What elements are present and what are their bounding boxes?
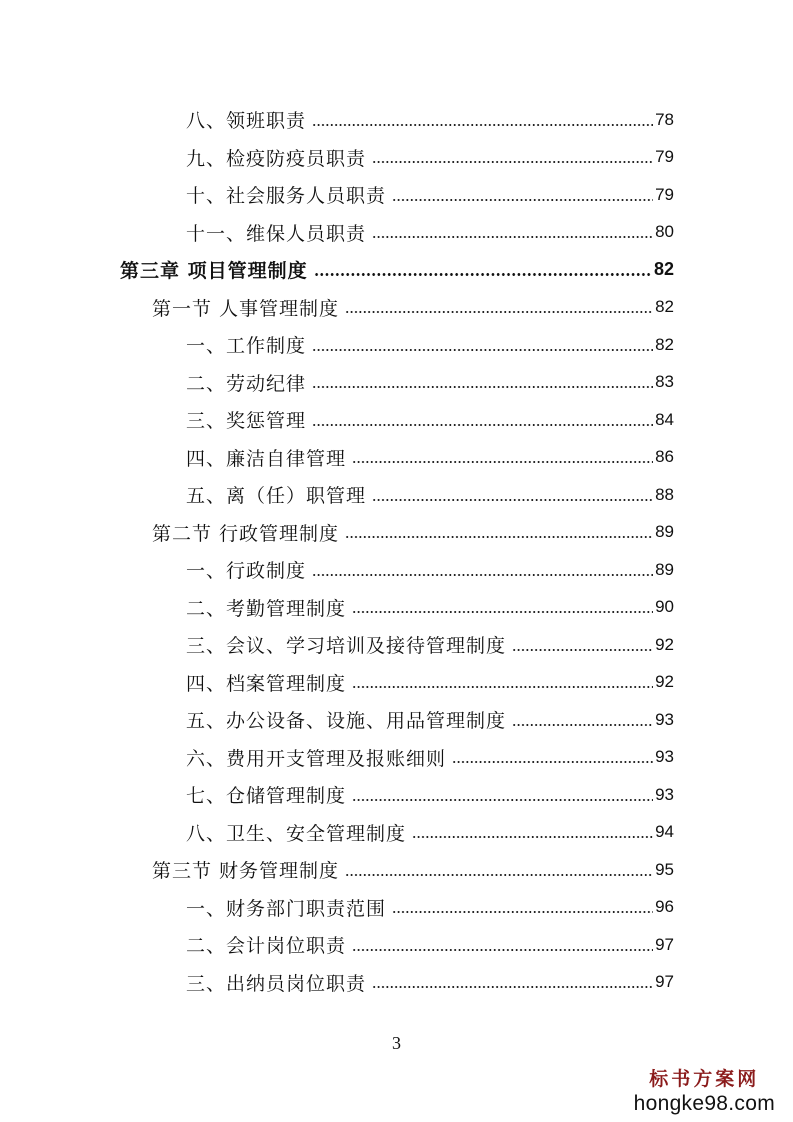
toc-entry-page-number: 78 xyxy=(655,109,674,129)
toc-dot-leader xyxy=(312,574,653,576)
toc-entry-page-number: 97 xyxy=(655,972,674,992)
toc-dot-leader xyxy=(512,649,653,651)
toc-dot-leader xyxy=(392,199,653,201)
toc-entry-page-number: 79 xyxy=(655,147,674,167)
toc-item-entry[interactable] xyxy=(0,214,793,252)
toc-dot-leader xyxy=(314,273,652,276)
toc-entry-title: 第三节 财务管理制度 xyxy=(152,860,340,883)
toc-entry-page-number: 82 xyxy=(655,297,674,317)
toc-item-entry[interactable] xyxy=(0,589,793,627)
toc-item-entry[interactable] xyxy=(0,101,793,139)
toc-dot-leader xyxy=(412,836,653,838)
toc-entry-title: 九、检疫防疫员职责 xyxy=(186,147,367,170)
toc-item-entry[interactable] xyxy=(0,139,793,177)
toc-entry-page-number: 82 xyxy=(655,334,674,354)
toc-entry-title: 四、档案管理制度 xyxy=(186,672,347,695)
toc-dot-leader xyxy=(312,349,653,351)
toc-entry-page-number: 92 xyxy=(655,634,674,654)
toc-entry-title: 二、劳动纪律 xyxy=(186,372,307,395)
toc-item-entry[interactable] xyxy=(0,814,793,852)
toc-entry-page-number: 93 xyxy=(655,747,674,767)
toc-dot-leader xyxy=(312,424,653,426)
toc-dot-leader xyxy=(352,949,653,951)
toc-item-entry[interactable] xyxy=(0,964,793,1002)
toc-entry-page-number: 93 xyxy=(655,709,674,729)
toc-entry-title: 第三章 项目管理制度 xyxy=(120,260,308,283)
toc-entry-title: 三、出纳员岗位职责 xyxy=(186,972,367,995)
toc-entry-page-number: 95 xyxy=(655,859,674,879)
toc-entry-page-number: 89 xyxy=(655,522,674,542)
toc-dot-leader xyxy=(345,311,653,313)
toc-dot-leader xyxy=(372,161,653,163)
toc-item-entry[interactable] xyxy=(0,551,793,589)
toc-entry-page-number: 86 xyxy=(655,447,674,467)
toc-dot-leader xyxy=(345,874,653,876)
toc-entry-page-number: 79 xyxy=(655,184,674,204)
toc-entry-title: 一、行政制度 xyxy=(186,560,307,583)
toc-dot-leader xyxy=(352,611,653,613)
toc-entry-title: 十一、维保人员职责 xyxy=(186,222,367,245)
toc-section-entry[interactable] xyxy=(0,514,793,552)
toc-entry-page-number: 89 xyxy=(655,559,674,579)
toc-entry-title: 五、离（任）职管理 xyxy=(186,485,367,508)
toc-item-entry[interactable] xyxy=(0,739,793,777)
toc-entry-page-number: 94 xyxy=(655,822,674,842)
toc-dot-leader xyxy=(352,461,653,463)
page-number: 3 xyxy=(392,1033,401,1053)
toc-entry-title: 八、领班职责 xyxy=(186,110,307,133)
toc-dot-leader xyxy=(372,499,653,501)
toc-item-entry[interactable] xyxy=(0,664,793,702)
toc-item-entry[interactable] xyxy=(0,326,793,364)
toc-entry-title: 二、会计岗位职责 xyxy=(186,935,347,958)
toc-item-entry[interactable] xyxy=(0,889,793,927)
toc-dot-leader xyxy=(312,124,653,126)
toc-item-entry[interactable] xyxy=(0,701,793,739)
toc-entry-title: 七、仓储管理制度 xyxy=(186,785,347,808)
toc-entry-title: 三、会议、学习培训及接待管理制度 xyxy=(186,635,507,658)
toc-item-entry[interactable] xyxy=(0,476,793,514)
toc-item-entry[interactable] xyxy=(0,439,793,477)
toc-section-entry[interactable] xyxy=(0,851,793,889)
toc-entry-page-number: 88 xyxy=(655,484,674,504)
toc-entry-page-number: 96 xyxy=(655,897,674,917)
toc-dot-leader xyxy=(352,686,653,688)
toc-entry-title: 第一节 人事管理制度 xyxy=(152,297,340,320)
toc-dot-leader xyxy=(452,761,653,763)
toc-section-entry[interactable] xyxy=(0,289,793,327)
toc-entry-title: 十、社会服务人员职责 xyxy=(186,185,387,208)
toc-dot-leader xyxy=(352,799,653,801)
watermark-name: 标书方案网 xyxy=(649,1068,760,1090)
toc-entry-title: 一、财务部门职责范围 xyxy=(186,897,387,920)
toc-entry-title: 四、廉洁自律管理 xyxy=(186,447,347,470)
site-watermark xyxy=(634,1070,775,1114)
toc-entry-title: 八、卫生、安全管理制度 xyxy=(186,822,407,845)
toc-item-entry[interactable] xyxy=(0,176,793,214)
toc-entry-page-number: 80 xyxy=(655,222,674,242)
toc-dot-leader xyxy=(345,536,653,538)
toc-entry-page-number: 84 xyxy=(655,409,674,429)
toc-entry-page-number: 83 xyxy=(655,372,674,392)
table-of-contents xyxy=(0,101,793,1001)
toc-entry-title: 三、奖惩管理 xyxy=(186,410,307,433)
toc-entry-title: 第二节 行政管理制度 xyxy=(152,522,340,545)
toc-item-entry[interactable] xyxy=(0,626,793,664)
toc-item-entry[interactable] xyxy=(0,776,793,814)
toc-dot-leader xyxy=(312,386,653,388)
toc-entry-page-number: 90 xyxy=(655,597,674,617)
toc-item-entry[interactable] xyxy=(0,364,793,402)
toc-entry-page-number: 93 xyxy=(655,784,674,804)
toc-entry-page-number: 97 xyxy=(655,934,674,954)
toc-dot-leader xyxy=(512,724,653,726)
toc-entry-title: 五、办公设备、设施、用品管理制度 xyxy=(186,710,507,733)
toc-entry-title: 一、工作制度 xyxy=(186,335,307,358)
watermark-url: hongke98.com xyxy=(633,1092,775,1115)
toc-dot-leader xyxy=(372,236,653,238)
toc-entry-page-number: 92 xyxy=(655,672,674,692)
toc-dot-leader xyxy=(392,911,653,913)
toc-entry-title: 二、考勤管理制度 xyxy=(186,597,347,620)
toc-entry-title: 六、费用开支管理及报账细则 xyxy=(186,747,447,770)
toc-chapter-entry[interactable] xyxy=(0,251,793,289)
toc-dot-leader xyxy=(372,986,653,988)
toc-entry-page-number: 82 xyxy=(653,259,674,280)
toc-item-entry[interactable] xyxy=(0,401,793,439)
toc-item-entry[interactable] xyxy=(0,926,793,964)
